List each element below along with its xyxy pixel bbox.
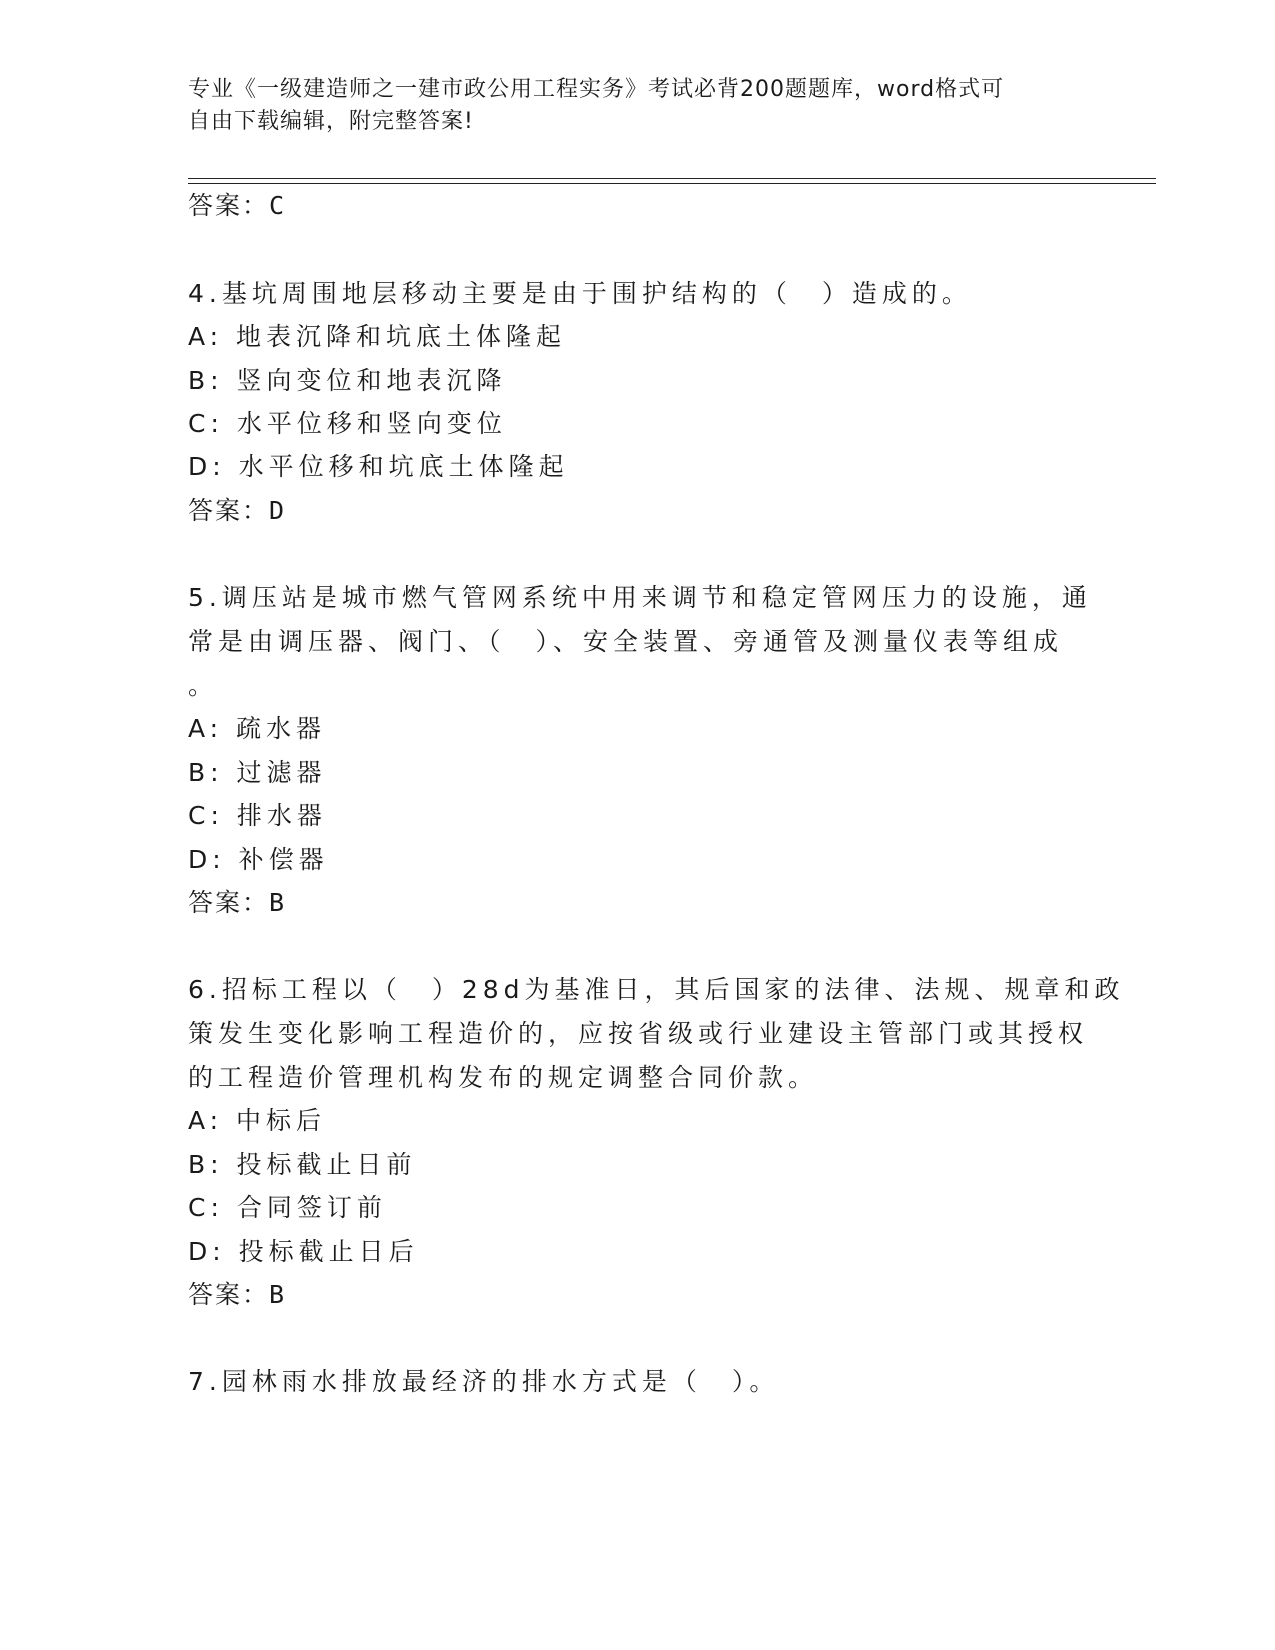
answer-value: B <box>269 888 287 917</box>
answer-label: 答案： <box>188 888 270 917</box>
question-7-stem-line-1: 7.园林雨水排放最经济的排水方式是（ ）。 <box>188 1367 780 1396</box>
question-6-stem-line-2: 策发生变化影响工程造价的，应按省级或行业建设主管部门或其授权 <box>188 1019 1089 1048</box>
answer-prev <box>188 186 286 222</box>
answer-value: B <box>269 1280 287 1309</box>
document-header <box>188 74 1088 138</box>
question-6-option-d: D: 投标截止日后 <box>188 1237 419 1266</box>
question-4-option-c: C: 水平位移和竖向变位 <box>188 409 507 438</box>
question-6-option-a: A: 中标后 <box>188 1106 327 1135</box>
question-5-stem-line-2: 常是由调压器、阀门、（ ）、安全装置、旁通管及测量仪表等组成 <box>188 627 1064 656</box>
question-5-option-d: D: 补偿器 <box>188 845 329 874</box>
question-4-stem-line-1: 4.基坑周围地层移动主要是由于围护结构的（ ）造成的。 <box>188 279 972 308</box>
question-6-answer <box>188 1275 286 1311</box>
header-rule-bottom <box>188 183 1156 184</box>
answer-label: 答案： <box>188 191 270 220</box>
header-line-1: 专业《一级建造师之一建市政公用工程实务》考试必背200题题库，word格式可 <box>188 77 1005 102</box>
question-4-option-d: D: 水平位移和坑底土体隆起 <box>188 452 569 481</box>
question-4-answer <box>188 491 286 527</box>
question-6-stem-line-3: 的工程造价管理机构发布的规定调整合同价款。 <box>188 1063 819 1092</box>
answer-label: 答案： <box>188 1280 270 1309</box>
question-5-stem-line-3: 。 <box>188 671 219 700</box>
question-4-option-b: B: 竖向变位和地表沉降 <box>188 366 507 395</box>
answer-label: 答案： <box>188 496 270 525</box>
question-5-option-b: B: 过滤器 <box>188 758 327 787</box>
header-line-2: 自由下载编辑，附完整答案! <box>188 109 474 134</box>
question-5-stem-line-1: 5.调压站是城市燃气管网系统中用来调节和稳定管网压力的设施，通 <box>188 583 1092 612</box>
question-5-answer <box>188 883 286 919</box>
answer-value: D <box>269 496 287 525</box>
question-5-option-c: C: 排水器 <box>188 801 327 830</box>
answer-value: C <box>269 191 287 220</box>
question-6-option-c: C: 合同签订前 <box>188 1193 387 1222</box>
question-6-option-b: B: 投标截止日前 <box>188 1150 417 1179</box>
header-rule-top <box>188 178 1156 179</box>
question-6-stem-line-1: 6.招标工程以（ ）28d为基准日，其后国家的法律、法规、规章和政 <box>188 975 1125 1004</box>
question-4-option-a: A: 地表沉降和坑底土体隆起 <box>188 322 567 351</box>
question-5-option-a: A: 疏水器 <box>188 714 327 743</box>
